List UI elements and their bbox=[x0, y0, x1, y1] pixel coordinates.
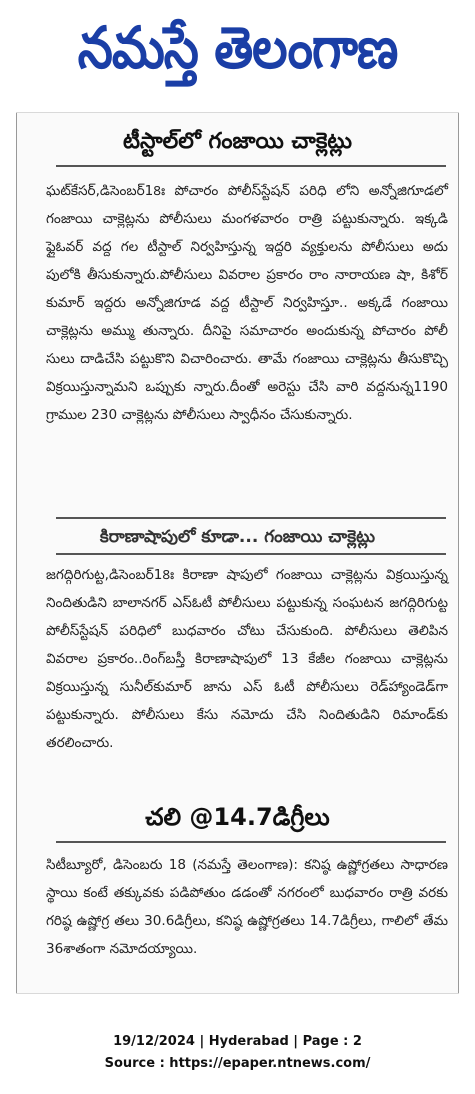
article-body: ఘట్‌కేసర్‌,డిసెంబర్‌18ః పోచారం పోలీస్‌స్టేషన్‌ పరిధి లోని అన్నోజిగూడలో గంజాయి చాక్లెట్లను పోలీసులు మంగళవారం రాత్రి పట్టుకున్నారు. ఇక్కడి ఫ్లైఓవర్‌ వద్ద గల టీస్టాల్‌ నిర్వహిస్తున్న ఇద్దరి వ్యక్తులను పోలీసులు అదు పులోకి తీసుకున్నారు.పోలీసులు వివరాల ప్రకారం రాం నారాయణ షా, కిశోర్‌ కుమార్‌ ఇద్దరు అన్నోజిగూడ వద్ద టీస్టాల్‌ నిర్వహిస్తూ.. అక్కడే గంజాయి చాక్లెట్లను అమ్ము తున్నారు. దీనిపై సమాచారం అందుకున్న పోచారం పోలీ సులు దాడిచేసి పట్టుకొని విచారించారు. తామే గంజాయి చాక్లెట్లను తీసుకొచ్చి విక్రయిస్తున్నామని ఒప్పుకు న్నారు.దీంతో అరెస్టు చేసి వారి వద్దనున్న1190 గ్రాముల 230 చాక్లెట్లను పోలీసులు స్వాధీనం చేసుకున్నారు. bbox=[46, 183, 448, 423]
headline-rule bbox=[56, 165, 446, 167]
masthead bbox=[0, 0, 475, 110]
edition-info: 19/12/2024 | Hyderabad | Page : 2 bbox=[113, 1034, 362, 1049]
article3-body: సిటీబ్యూరో, డిసెంబరు 18 (నమస్తే తెలంగాణ): కనిష్ఠ ఉష్ణోగ్రతలు సాధారణ స్థాయి కంటే తక్కువకు పడిపోతుం డడంతో నగరంలో బుధవారం రాత్రి వరకు గరిష్ఠ ఉష్ణోగ్ర తలు 30.6డిగ్రీలు, కనిష్ఠ ఉష్ణోగ్రతలు 14.7డిగ్రీలు, గాలిలో తేమ 36శాతంగా నమోదయ్యాయి. bbox=[46, 857, 448, 957]
source-link[interactable]: Source : https://epaper.ntnews.com/ bbox=[104, 1056, 371, 1071]
section-rule-top bbox=[56, 517, 446, 519]
newspaper-logo: నమస్తే తెలంగాణ bbox=[77, 14, 398, 81]
right-border-line bbox=[458, 113, 459, 993]
headline3-rule bbox=[56, 841, 446, 843]
article3-headline: చలి @14.7డిగ్రీలు bbox=[145, 803, 330, 831]
article2-headline: కిరాణాషాపులో కూడా... గంజాయి చాక్లెట్లు bbox=[99, 527, 376, 547]
section-rule-bottom bbox=[56, 553, 446, 555]
left-border-line bbox=[16, 113, 17, 993]
news-clipping bbox=[16, 112, 459, 994]
article2-body: జగద్గిరిగుట్ట,డిసెంబర్‌18ః కిరాణా షాపులో గంజాయి చాక్లెట్లను విక్రయిస్తున్న నిందితుడిని బాలానగర్‌ ఎస్‌ఓటీ పోలీసులు పట్టుకున్న సంఘటన జగద్గిరిగుట్ట పోలీస్‌స్టేషన్‌ పరిధిలో బుధవారం చోటు చేసుకుంది. పోలీసులు తెలిపిన వివరాల ప్రకారం..రింగ్‌బస్తీ కిరాణాషాపులో 13 కేజీల గంజాయి చాక్లెట్లను విక్రయిస్తున్న సునీల్‌కుమార్‌ జాను ఎస్‌ ఓటీ పోలీసులు రెడ్‌హ్యాండెడ్‌గా పట్టుకున్నారు. పోలీసులు కేసు నమోదు చేసి నిందితుడిని రిమాండ్‌కు తరలించారు. bbox=[46, 567, 448, 751]
article-headline: టీస్టాల్‌లో గంజాయి చాక్లెట్లు bbox=[122, 129, 352, 154]
